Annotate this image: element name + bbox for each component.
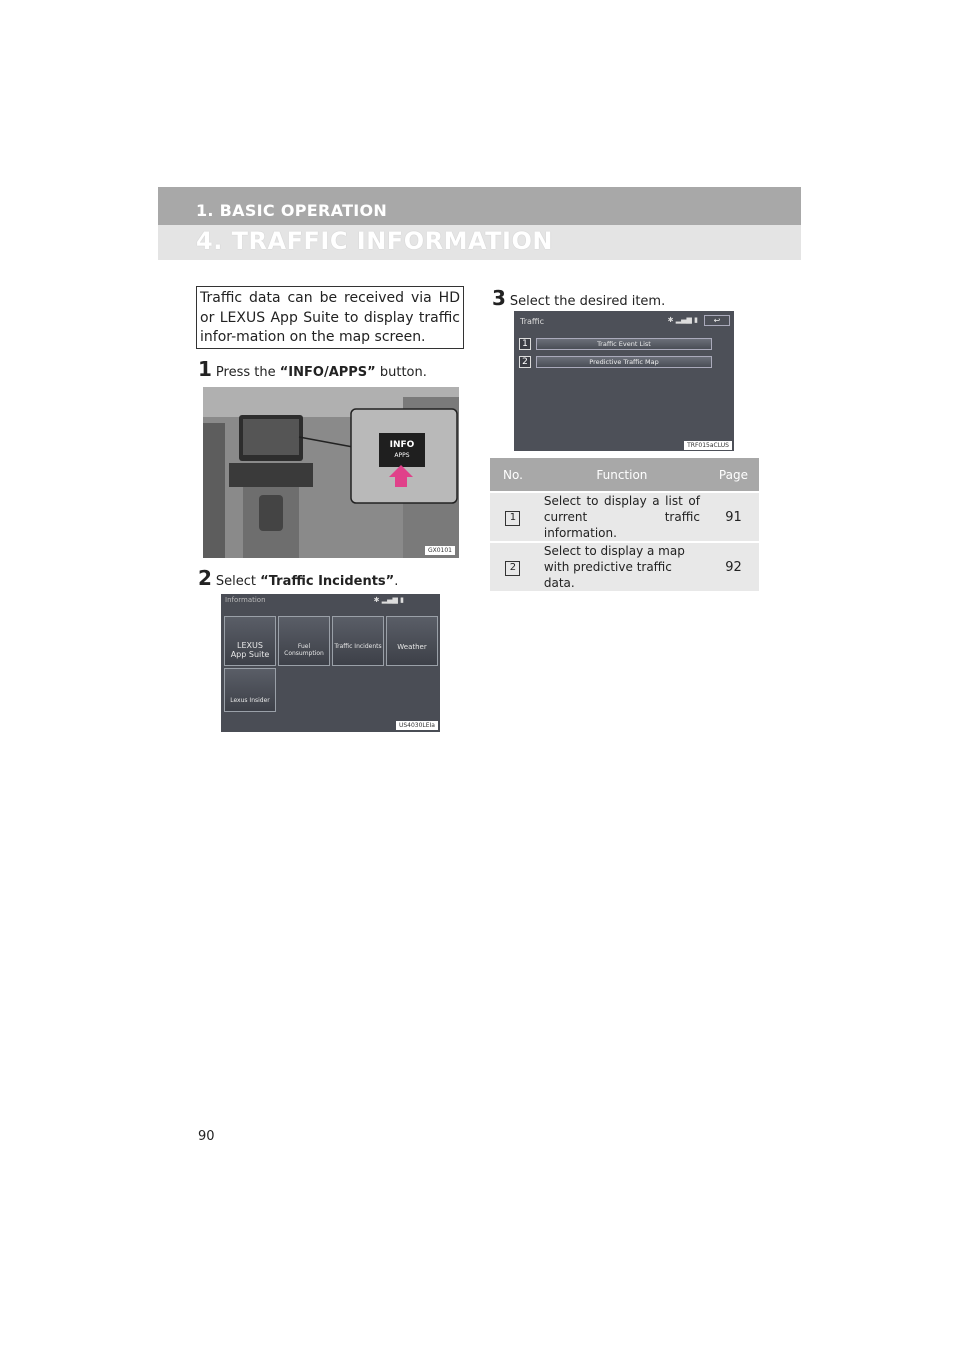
step-text: Select — [215, 574, 261, 589]
table-row — [490, 492, 759, 542]
screen-title: Information — [225, 596, 266, 604]
dashboard-drawing — [203, 387, 459, 558]
page-title: 4. TRAFFIC INFORMATION — [196, 227, 553, 255]
col-page: Page — [708, 458, 759, 492]
image-code: TRF015aCLUS — [684, 441, 732, 450]
row-page: 91 — [708, 492, 759, 542]
step-bold: “Traffic Incidents” — [260, 574, 395, 589]
row-no — [490, 542, 536, 591]
step-2 — [198, 566, 398, 590]
step-text: Select the desired item. — [509, 294, 666, 309]
section-header — [158, 187, 801, 225]
row-function: Select to display a list of current traffic information. — [536, 492, 708, 542]
badge-1: 1 — [519, 338, 531, 350]
tile-fuel-consumption[interactable] — [278, 616, 330, 666]
screen-title: Traffic — [520, 317, 545, 326]
table-header — [490, 458, 759, 492]
tile-label: Fuel Consumption — [284, 643, 324, 657]
section-title: 1. BASIC OPERATION — [196, 201, 388, 220]
tile-label: Traffic Incidents — [334, 643, 382, 650]
tile-lexus-insider[interactable] — [224, 668, 276, 712]
dashboard-illustration — [203, 387, 459, 558]
traffic-screen — [514, 311, 734, 451]
row-number-box: 1 — [505, 511, 520, 526]
step-number: 2 — [198, 566, 212, 590]
step-number: 3 — [492, 286, 506, 310]
tile-weather[interactable] — [386, 616, 438, 666]
row-number-box: 2 — [505, 561, 520, 576]
intro-box: Traffic data can be received via HD or LEXUS App Suite to display traffic infor-mation on the map screen. — [196, 286, 464, 349]
col-function: Function — [536, 458, 708, 492]
info-label: INFO — [389, 440, 415, 450]
tile-label: LEXUS App Suite — [230, 641, 270, 659]
step-1 — [198, 357, 427, 381]
image-code: GX0101 — [425, 546, 455, 555]
tile-lexus-app-suite[interactable] — [224, 616, 276, 666]
col-no: No. — [490, 458, 536, 492]
information-screen — [221, 594, 440, 732]
badge-2: 2 — [519, 356, 531, 368]
row-page: 92 — [708, 542, 759, 591]
step-3 — [492, 286, 665, 310]
step-text: Press the — [215, 365, 280, 380]
traffic-event-list-button[interactable]: Traffic Event List — [536, 338, 712, 350]
status-icons: ✱ ▂▄▆ ▮ — [667, 316, 698, 324]
page-title-bar — [158, 225, 801, 260]
image-code: US4030LEIa — [396, 721, 438, 730]
table-row — [490, 542, 759, 591]
back-button[interactable]: ↩ — [704, 315, 730, 326]
predictive-traffic-map-button[interactable]: Predictive Traffic Map — [536, 356, 712, 368]
step-bold: “INFO/APPS” — [279, 365, 376, 380]
row-function: Select to display a map with predictive traffic data. — [536, 542, 708, 591]
tile-label: Lexus Insider — [230, 697, 270, 704]
page-number: 90 — [198, 1129, 215, 1144]
row-no — [490, 492, 536, 542]
tile-traffic-incidents[interactable] — [332, 616, 384, 666]
function-table — [490, 458, 759, 591]
step-text-end: . — [394, 574, 399, 589]
tile-label: Weather — [397, 643, 427, 651]
step-text-end: button. — [375, 365, 427, 380]
apps-label: APPS — [394, 452, 410, 459]
step-number: 1 — [198, 357, 212, 381]
status-icons: ✱ ▂▄▆ ▮ — [373, 596, 404, 604]
